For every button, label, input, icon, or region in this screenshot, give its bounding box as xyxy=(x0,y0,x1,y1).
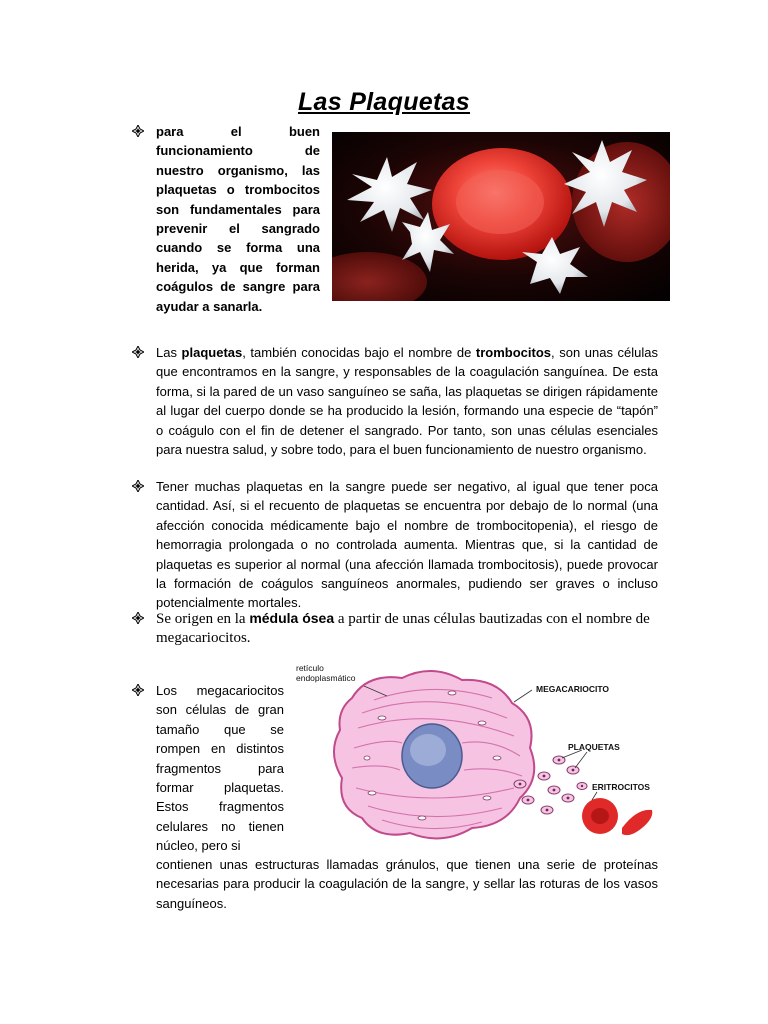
bullet-megakaryocytes-text-1: Los megacariocitos son células de gran tamaño que se rompen en distintos fragmentos para formar plaquetas. Estos fragmentos celulares no tienen núcleo, pero si xyxy=(156,683,284,854)
label-reticulum-2: endoplasmático xyxy=(296,673,356,683)
diamond-bullet-icon xyxy=(132,346,144,358)
term-trombocitos: trombocitos xyxy=(475,345,552,360)
page-title xyxy=(0,88,768,117)
megakaryocyte-diagram xyxy=(292,658,664,848)
bullet-megakaryocytes xyxy=(156,681,284,856)
bullet-origin-pre: Se origen en la xyxy=(156,611,250,627)
bullet-megakaryocytes-text-2: contienen unas estructuras llamadas gránulos, que tienen una serie de proteínas necesarias para producir la coagulación de la sangre, y sellar las roturas de los vasos sanguíneos. xyxy=(156,857,658,911)
bullet-intro-text: para el buen funcionamiento de nuestro organismo, las plaquetas o trombocitos son fundamentales para prevenir el sangrado cuando se forma una herida, ya que forman coágulos de sangre para ayudar a sanarla. xyxy=(156,124,320,314)
platelets-red-cell-photo xyxy=(332,132,670,301)
diamond-bullet-icon xyxy=(132,684,144,696)
label-platelets: PLAQUETAS xyxy=(568,742,620,752)
label-reticulum-1: retículo xyxy=(296,663,324,673)
page-title-text: Las Plaquetas xyxy=(297,88,471,116)
bullet-definition xyxy=(156,343,658,459)
bullet-intro xyxy=(156,122,320,316)
diamond-bullet-icon xyxy=(132,125,144,137)
erythrocytes-group xyxy=(582,798,652,835)
bullet-origin xyxy=(156,609,658,648)
diamond-bullet-icon xyxy=(132,612,144,624)
bullet-megakaryocytes-continued xyxy=(156,855,658,913)
label-erythrocytes: ERITROCITOS xyxy=(592,782,650,792)
bullet-definition-pre: Las xyxy=(156,345,182,360)
bullet-counts-text: Tener muchas plaquetas en la sangre puede ser negativo, al igual que tener poca cantidad. Así, si el recuento de plaquetas se encuentra por debajo de lo normal (una afección conocida médicamente bajo el nombre de trombocitopenia), el riesgo de hemorragia prolongada o no controlada aumenta. Mientras que, si la cantidad de plaquetas es superior al normal (una afección llamada trombocitosis), puede provocar la formación de coágulos sanguíneos anormales, pudiendo ser graves o incluso potencialmente mortales. xyxy=(156,479,658,611)
term-plaquetas: plaquetas xyxy=(181,345,243,360)
label-megakaryocyte: MEGACARIOCITO xyxy=(536,684,610,694)
bullet-counts xyxy=(156,477,658,613)
term-medula-osea: médula ósea xyxy=(249,610,335,626)
bullet-definition-post: , son unas células que encontramos en la sangre, y responsables de la coagulación sanguínea. De esta forma, si la pared de un vaso sanguíneo se saña, las plaquetas se dirigen rápidamente al lugar del cuerpo donde se ha producido la lesión, formando una especie de “tapón” o coágulo con el fin de detener el sangrado. Por tanto, son unas células esenciales para nuestra salud, y sobre todo, para el buen funcionamiento de nuestro organismo. xyxy=(156,345,658,458)
bullet-origin-post: a partir de unas células bautizadas con el nombre de megacariocitos. xyxy=(156,611,650,646)
bullet-definition-mid: , también conocidas bajo el nombre de xyxy=(242,345,476,360)
diamond-bullet-icon xyxy=(132,480,144,492)
